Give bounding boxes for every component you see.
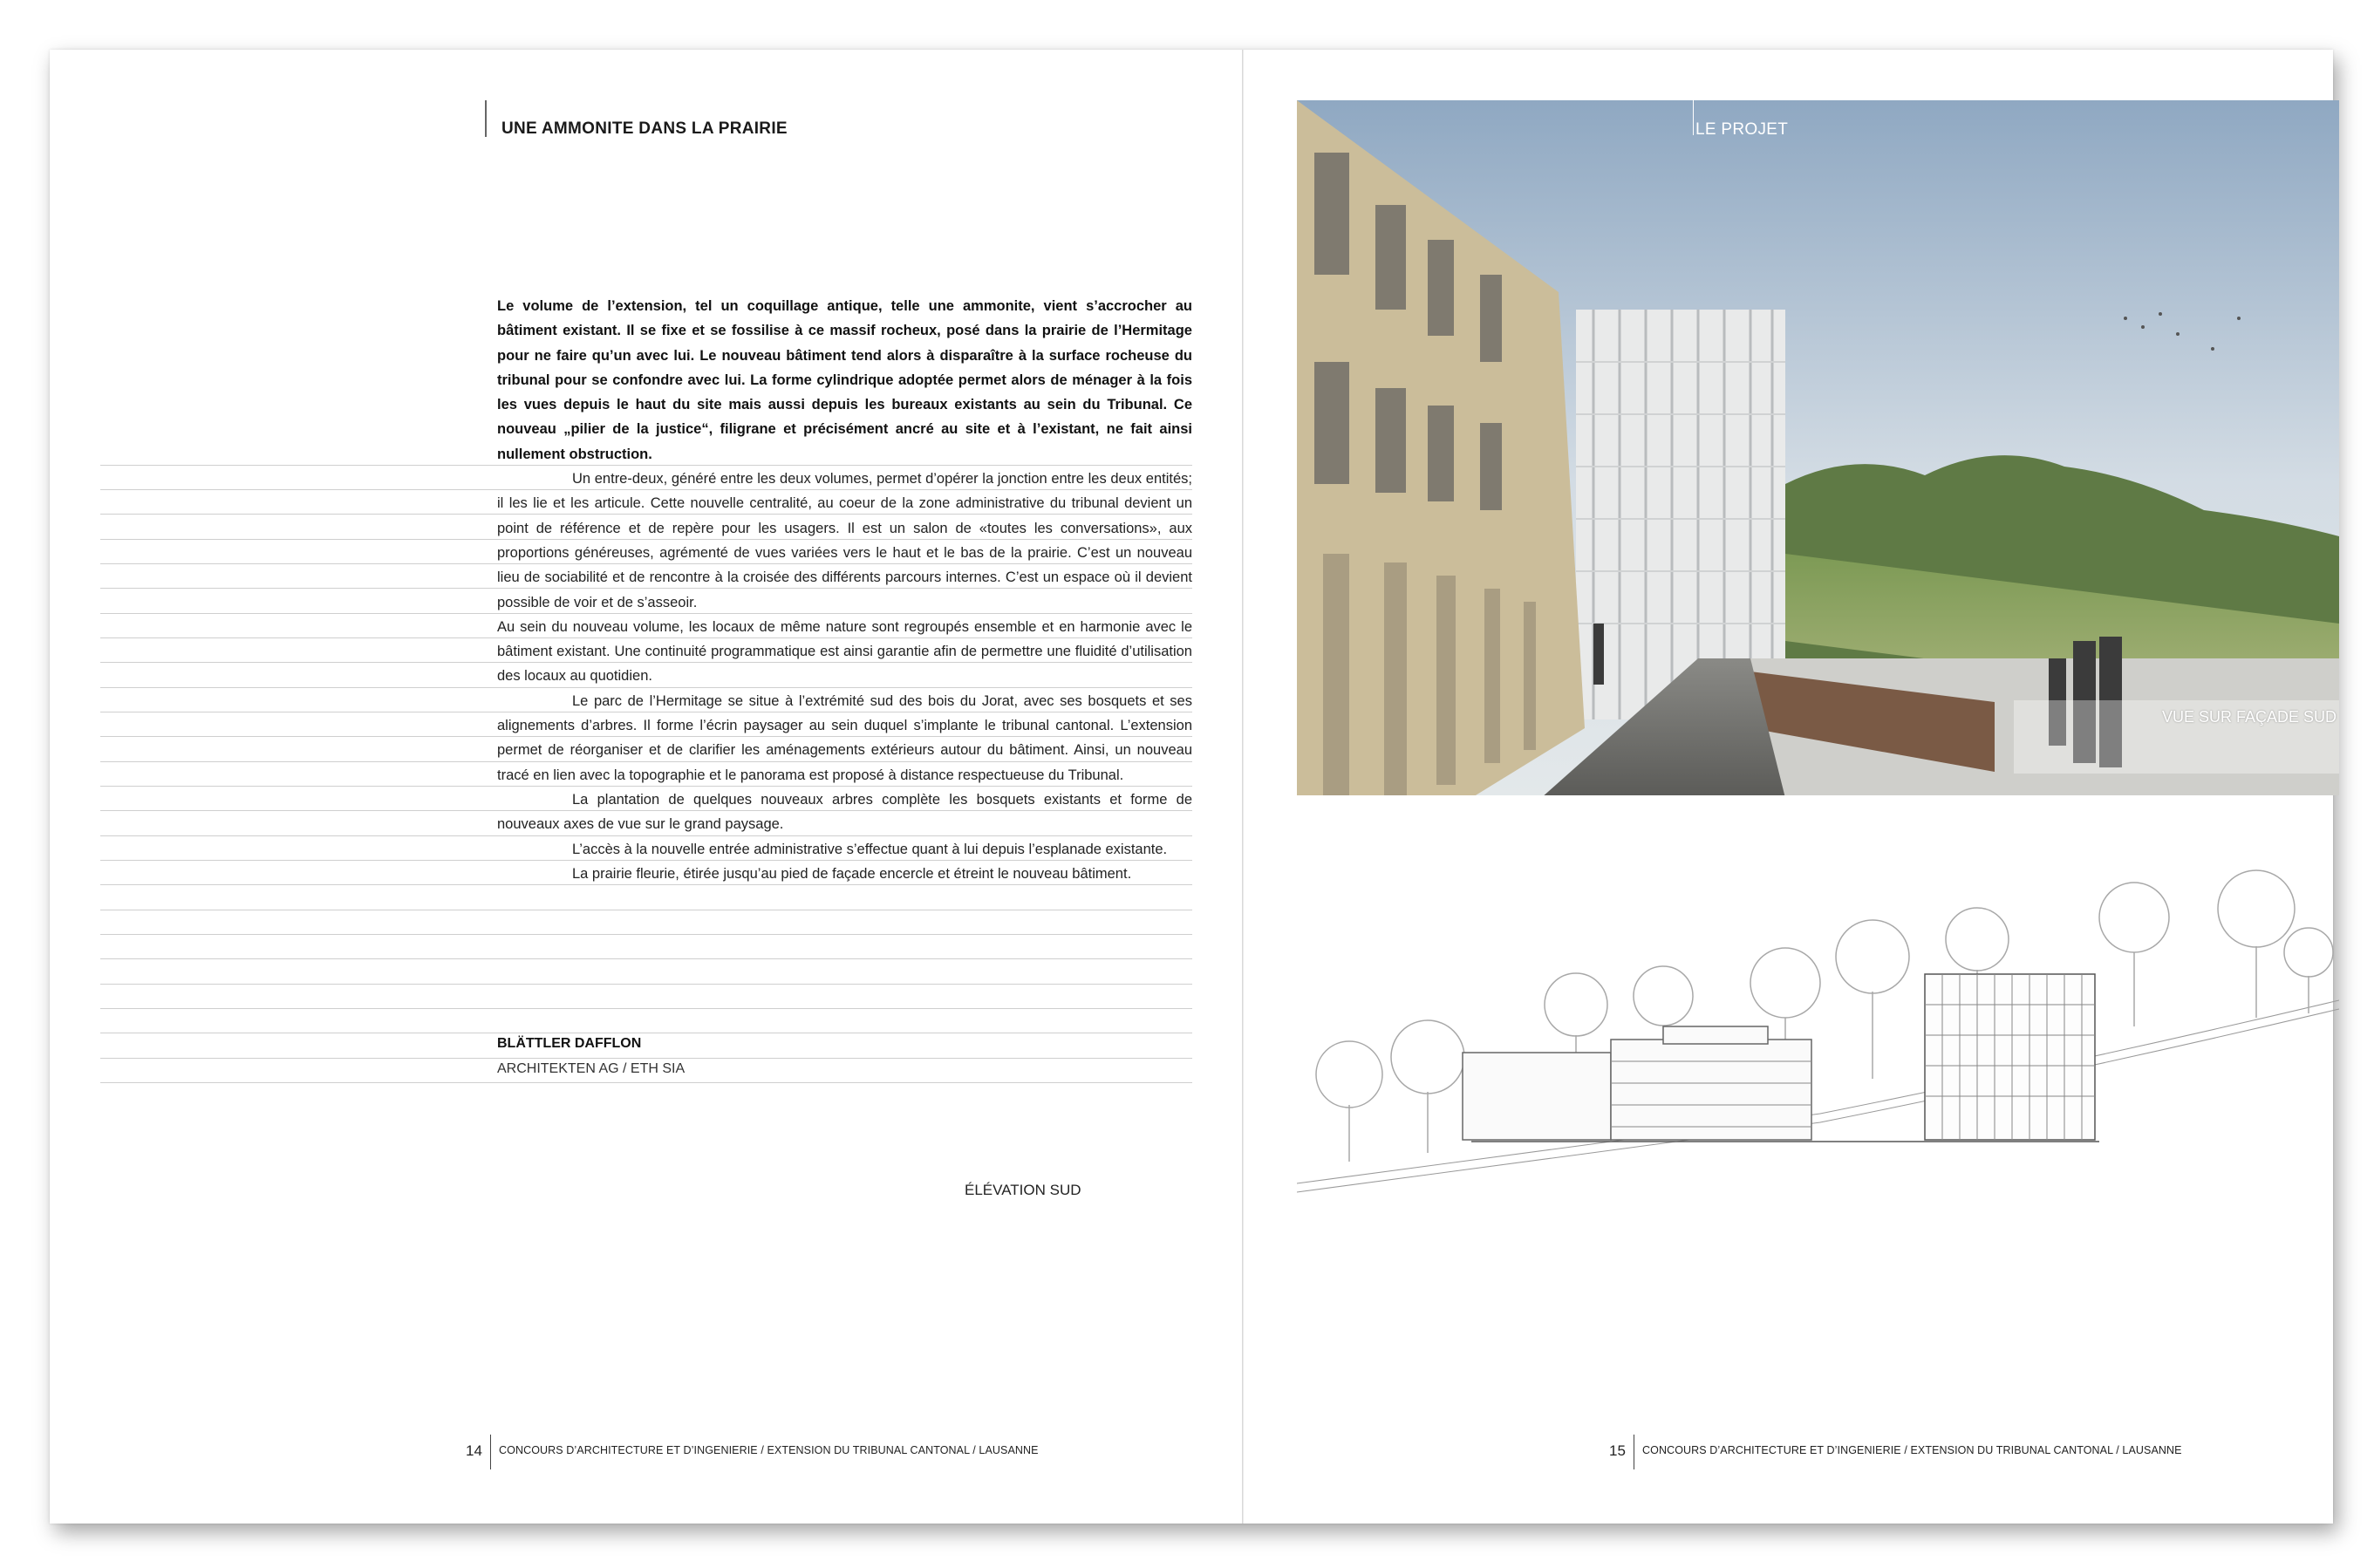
render-label-rule xyxy=(1693,100,1694,135)
render-image xyxy=(1297,100,2339,795)
running-footer-right: CONCOURS D’ARCHITECTURE ET D’INGENIERIE / EXTENSION DU TRIBUNAL CANTONAL / LAUSANNE xyxy=(1642,1444,2182,1456)
render-illustration xyxy=(1297,100,2339,795)
body-paragraph: Le parc de l’Hermitage se situe à l’extrémité sud des bois du Jorat, avec ses bosquets et ses alignements d’arbres. Il forme l’écrin paysager au sein duquel s’implante le tribunal cantonal. L’extension permet de réorganiser et de clarifier les aménagements extérieurs autour du bâtiment. Ainsi, un nouveau tracé en lien avec la topographie et le panorama est proposé à distance respectueuse du Tribunal. xyxy=(497,692,1192,783)
elevation-drawing xyxy=(1297,852,2339,1201)
page-number: 14 xyxy=(466,1442,482,1459)
title-rule xyxy=(485,100,487,137)
page-number-right: 15 xyxy=(1609,1442,1626,1459)
section-title-right: LE PROJET xyxy=(1695,120,1789,139)
body-paragraph: L’accès à la nouvelle entrée administrative s’effectue quant à lui depuis l’esplanade existante. xyxy=(572,841,1168,857)
author-name: BLÄTTLER DAFFLON xyxy=(497,1036,642,1051)
page-title: UNE AMMONITE DANS LA PRAIRIE xyxy=(501,119,788,138)
body-paragraph: La prairie fleurie, étirée jusqu’au pied de façade encercle et étreint le nouveau bâtiment. xyxy=(572,865,1132,882)
running-footer: CONCOURS D’ARCHITECTURE ET D’INGENIERIE / EXTENSION DU TRIBUNAL CANTONAL / LAUSANNE xyxy=(499,1444,1039,1456)
elevation-caption: ÉLÉVATION SUD xyxy=(965,1182,1081,1198)
left-page xyxy=(50,50,1242,1524)
book-gutter xyxy=(1242,50,1244,1524)
body-paragraph: Un entre-deux, généré entre les deux volumes, permet d’opérer la jonction entre les deux entités; il les lie et les articule. Cette nouvelle centralité, au coeur de la zone administrative du tribunal devient un point de référence et de repère pour les usagers. Il est un salon de «toutes les conversations», aux proportions généreuses, agrémenté de vues variées vers le haut et le bas de la prairie. C’est un nouveau lieu de sociabilité et de rencontre à la croisée des différents parcours internes. C’est un espace où il devient possible de voir et de s’asseoir. xyxy=(497,471,1192,610)
body-paragraph: Au sein du nouveau volume, les locaux de même nature sont regroupés ensemble et en harmonie avec le bâtiment existant. Une continuité programmatique est ainsi garantie afin de permettre une fluidité d’utilisation des locaux au quotidien. xyxy=(497,618,1192,685)
article-body xyxy=(497,294,1192,886)
lead-paragraph: Le volume de l’extension, tel un coquillage antique, telle une ammonite, vient s’accrocher au bâtiment existant. Il se fixe et se fossilise à ce massif rocheux, posé dans la prairie de l’Hermitage pour ne faire qu’un avec lui. Le nouveau bâtiment tend alors à disparaître à la surface rocheuse du tribunal pour se confondre avec lui. La forme cylindrique adoptée permet alors de ménager à la fois les vues depuis le haut du site mais aussi depuis les bureaux existants au sein du Tribunal. Ce nouveau „pilier de la justice“, filigrane et précisément ancré au site et à l’existant, ne fait ainsi nullement obstruction. xyxy=(497,298,1192,462)
elevation-illustration xyxy=(1297,852,2339,1201)
render-caption: VUE SUR FAÇADE SUD xyxy=(2162,708,2337,726)
book-spread xyxy=(50,50,2337,1524)
folio-rule xyxy=(490,1435,491,1469)
body-paragraph: La plantation de quelques nouveaux arbres complète les bosquets existants et forme de nouveaux axes de vue sur le grand paysage. xyxy=(497,791,1192,833)
author-subtitle: ARCHITEKTEN AG / ETH SIA xyxy=(497,1061,686,1076)
